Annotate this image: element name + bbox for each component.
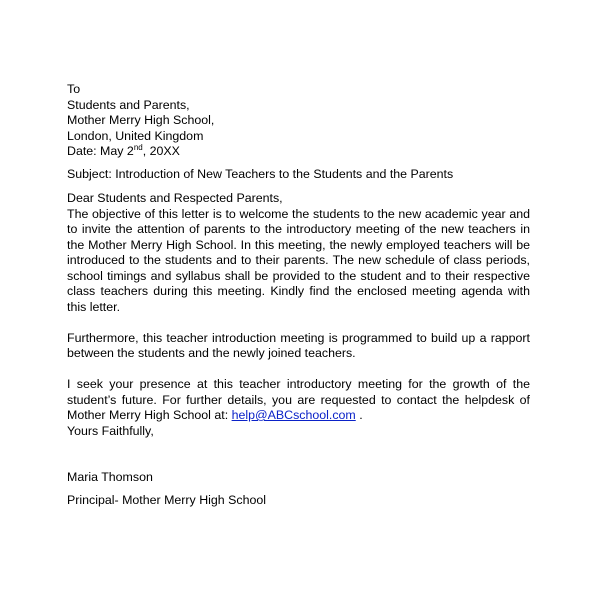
- letter-body: [67, 82, 530, 508]
- paragraph-3-end: .: [355, 408, 363, 422]
- signer-title: Principal- Mother Merry High School: [67, 492, 267, 507]
- body-paragraph-3: [67, 377, 530, 424]
- body-paragraph-2: Furthermore, this teacher introduction meeting is programmed to build up a rapport between the students and the newly joined teachers.: [67, 330, 530, 360]
- to-label: To: [67, 82, 81, 96]
- recipient-location: London, United Kingdom: [67, 128, 204, 143]
- helpdesk-email-link[interactable]: help@ABCschool.com: [231, 408, 356, 422]
- date-prefix: Date: May 2: [67, 144, 134, 158]
- recipient-school: Mother Merry High School,: [67, 113, 215, 127]
- salutation: Dear Students and Respected Parents,: [67, 191, 283, 205]
- recipient-address: [67, 82, 530, 160]
- date-year: , 20XX: [142, 144, 180, 158]
- signer-name: Maria Thomson: [67, 470, 153, 484]
- letter-date: [67, 144, 530, 160]
- subject-line: Subject: Introduction of New Teachers to the Students and the Parents: [67, 166, 454, 181]
- date-ordinal-suffix: nd: [133, 142, 143, 152]
- body-paragraph-1: The objective of this letter is to welcome the students to the new academic year and to invite the attention of parents to the introductory meeting of the new teachers in the Mother Merry High School. In this meeting, the newly employed teachers will be introduced to the students and to their parents. The new schedule of class periods, school timings and syllabus shall be provided to the student and to their respective class teachers during this meeting. Kindly find the enclosed meeting agenda with this letter.: [67, 206, 530, 314]
- paragraph-3-text: I seek your presence at this teacher introductory meeting for the growth of the student’s future. For further details, you are requested to contact the helpdesk of Mother Merry High School at:: [67, 377, 530, 422]
- closing: Yours Faithfully,: [67, 423, 154, 438]
- recipient-name: Students and Parents,: [67, 97, 190, 112]
